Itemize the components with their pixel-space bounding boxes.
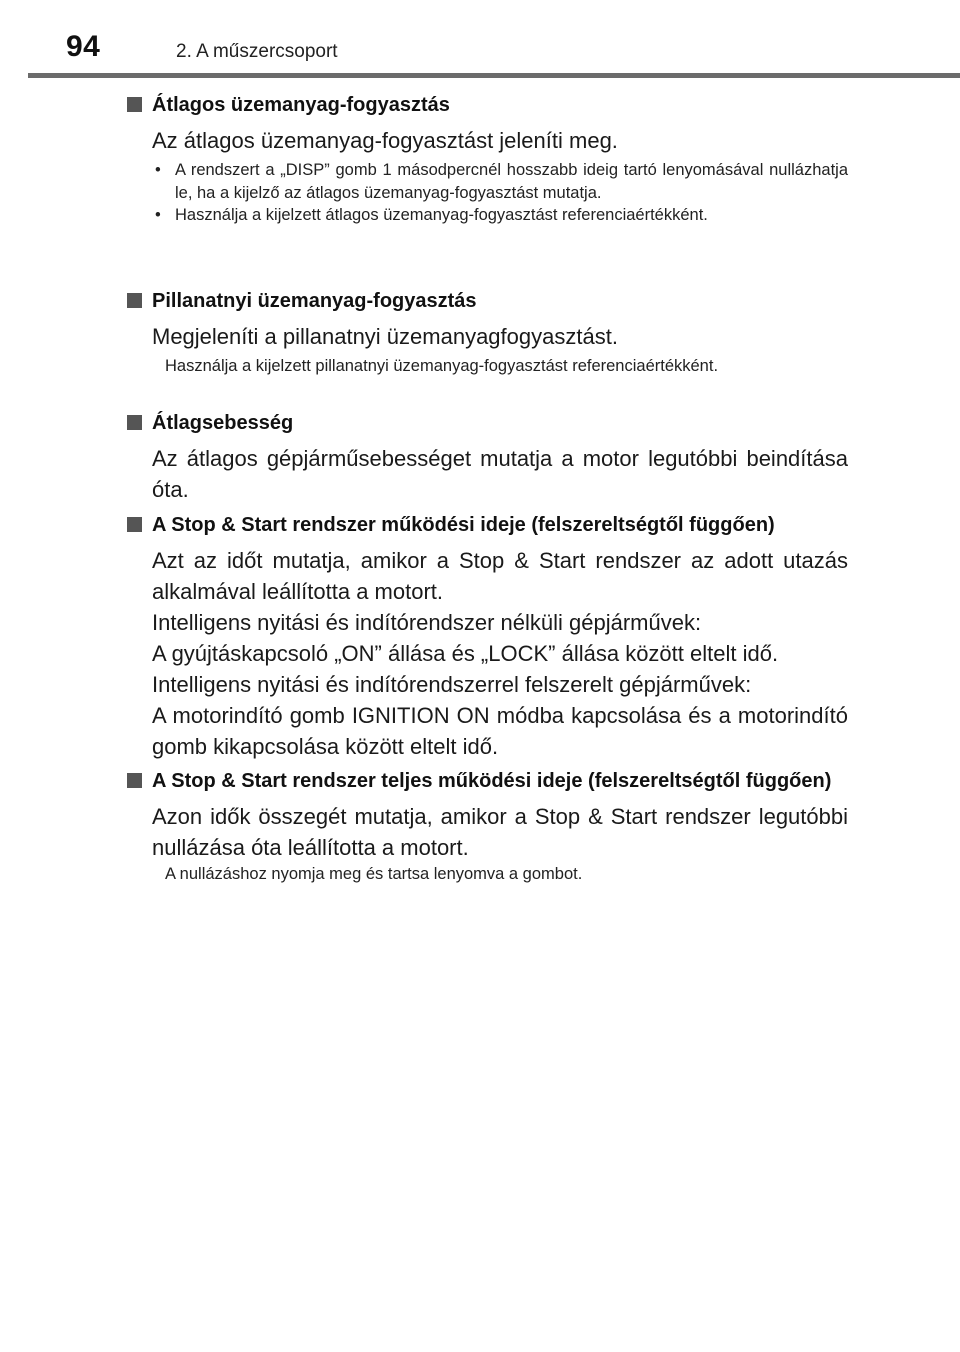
section-line: A motorindító gomb IGNITION ON módba kapcsolása és a motorindító gomb kikapcsolása között eltelt idő. — [152, 703, 848, 759]
square-bullet-icon — [127, 773, 142, 788]
section-heading — [0, 406, 960, 440]
section-stop-start-time — [0, 508, 960, 762]
section-instant-consumption — [0, 284, 960, 378]
section-average-consumption — [0, 88, 960, 227]
section-line: Intelligens nyitási és indítórendszerrel felszerelt gépjárművek: — [152, 672, 752, 697]
section-line: A gyújtáskapcsoló „ON” állása és „LOCK” állása között eltelt idő. — [152, 641, 779, 666]
section-note: Használja a kijelzett pillanatnyi üzemanyag-fogyasztást referenciaértékként. — [165, 357, 719, 375]
section-heading-text: Átlagos üzemanyag-fogyasztás — [152, 94, 450, 116]
section-description: Azt az időt mutatja, amikor a Stop & Start rendszer az adott utazás alkalmával leállította a motort. — [152, 548, 848, 604]
section-note: A nullázáshoz nyomja meg és tartsa lenyomva a gombot. — [165, 865, 583, 883]
square-bullet-icon — [127, 293, 142, 308]
bullet-dot-icon: • — [155, 206, 161, 224]
section-stop-start-total — [0, 764, 960, 886]
square-bullet-icon — [127, 97, 142, 112]
list-item-text: Használja a kijelzett átlagos üzemanyag-fogyasztást referenciaértékként. — [175, 206, 708, 224]
bullet-dot-icon: • — [155, 161, 161, 179]
section-line: Intelligens nyitási és indítórendszer nélküli gépjárművek: — [152, 610, 702, 635]
page-header — [0, 0, 960, 80]
section-description: Az átlagos üzemanyag-fogyasztást jeleníti meg. — [152, 128, 618, 153]
square-bullet-icon — [127, 415, 142, 430]
section-heading — [0, 284, 960, 318]
chapter-title: 2. A műszercsoport — [176, 41, 338, 62]
section-average-speed — [0, 406, 960, 505]
page-number: 94 — [66, 30, 101, 63]
section-description: Azon idők összegét mutatja, amikor a Stop & Start rendszer legutóbbi nullázása óta leállította a motort. — [152, 804, 848, 860]
bullet-list — [0, 159, 960, 227]
section-heading-text: Pillanatnyi üzemanyag-fogyasztás — [152, 290, 477, 312]
list-item — [0, 204, 960, 227]
section-heading — [0, 764, 960, 798]
section-heading-text: A Stop & Start rendszer teljes működési ideje (felszereltségtől függően) — [152, 770, 832, 792]
header-divider — [28, 73, 960, 78]
square-bullet-icon — [127, 517, 142, 532]
section-description: Az átlagos gépjárműsebességet mutatja a motor legutóbbi beindítása óta. — [152, 446, 848, 502]
section-description: Megjeleníti a pillanatnyi üzemanyagfogyasztást. — [152, 324, 618, 349]
list-item — [0, 159, 960, 204]
section-heading-text: Átlagsebesség — [152, 412, 294, 434]
list-item-text: A rendszert a „DISP” gomb 1 másodpercnél hosszabb ideig tartó lenyomásával nullázhatja le, ha a kijelző az átlagos üzemanyag-fogyasztást mutatja. — [175, 161, 848, 202]
section-heading-text: A Stop & Start rendszer működési ideje (felszereltségtől függően) — [152, 514, 775, 536]
section-heading — [0, 508, 960, 542]
section-heading — [0, 88, 960, 122]
